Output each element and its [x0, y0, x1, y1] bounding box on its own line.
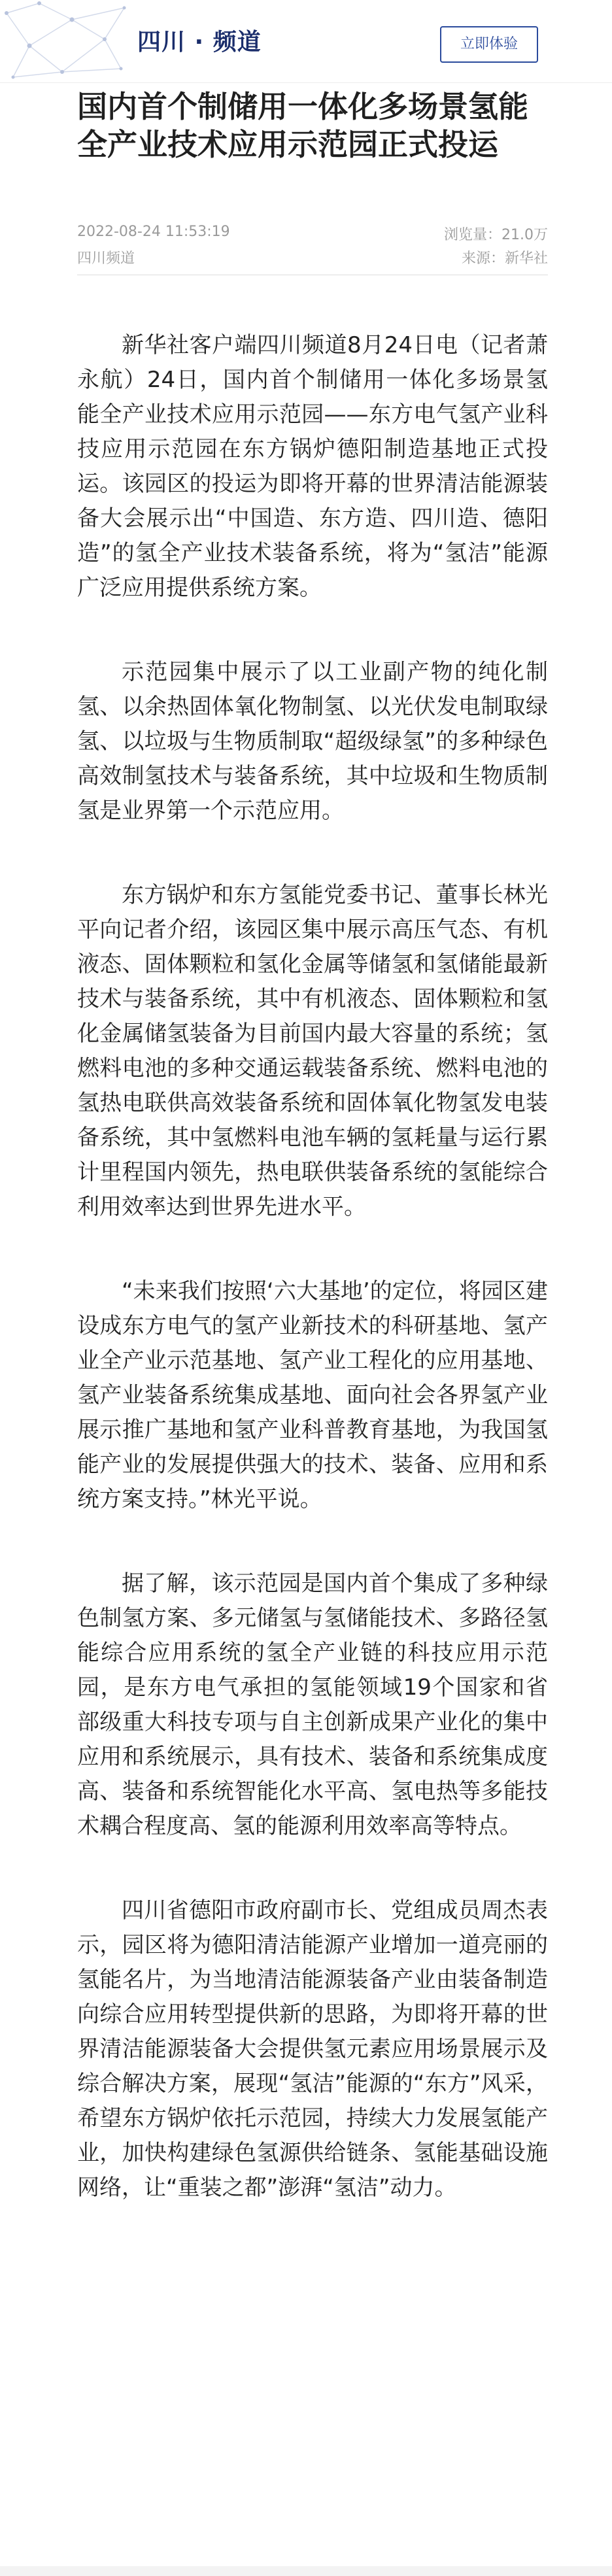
article-paragraph: 新华社客户端四川频道8月24日电（记者萧永航）24日，国内首个制储用一体化多场景氢能全产业技术应用示范园——东方电气氢产业科技应用示范园在东方锅炉德阳制造基地正式投运。该园区的投运为即将开幕的世界清洁能源装备大会展示出“中国造、东方造、四川造、德阳造”的氢全产业技术装备系统，将为“氢洁”能源广泛应用提供系统方案。 — [77, 332, 548, 601]
article-paragraph: “未来我们按照‘六大基地’的定位，将园区建设成东方电气的氢产业新技术的科研基地、氢产业全产业示范基地、氢产业工程化的应用基地、氢产业装备系统集成基地、面向社会各界氢产业展示推广基地和氢产业科普教育基地，为我国氢能产业的发展提供强大的技术、装备、应用和系统方案支持。”林光平说。 — [77, 1278, 548, 1512]
meta-row-bottom — [77, 247, 548, 267]
article-paragraph: 东方锅炉和东方氢能党委书记、董事长林光平向记者介绍，该园区集中展示高压气态、有机液态、固体颗粒和氢化金属等储氢和氢储能最新技术与装备系统，其中有机液态、固体颗粒和氢化金属储氢装备为目前国内最大容量的系统；氢燃料电池的多种交通运载装备系统、燃料电池的氢热电联供高效装备系统和固体氧化物氢发电装备系统，其中氢燃料电池车辆的氢耗量与运行累计里程国内领先，热电联供装备系统的氢能综合利用效率达到世界先进水平。 — [77, 882, 548, 1220]
article-paragraph: 四川省德阳市政府副市长、党组成员周杰表示，园区将为德阳清洁能源产业增加一道亮丽的氢能名片，为当地清洁能源装备产业由装备制造向综合应用转型提供新的思路，为即将开幕的世界清洁能源装备大会提供氢元素应用场景展示及综合解决方案，展现“氢洁”能源的“东方”风采，希望东方锅炉依托示范园，持续大力发展氢能产业，加快构建绿色氢源供给链条、氢能基础设施网络，让“重装之都”澎湃“氢洁”动力。 — [77, 1897, 548, 2201]
publish-datetime: 2022-08-24 11:53:19 — [77, 224, 230, 240]
footer-band — [0, 2566, 612, 2576]
article-source: 来源：新华社 — [461, 250, 548, 267]
article-paragraph: 据了解，该示范园是国内首个集成了多种绿色制氢方案、多元储氢与氢储能技术、多路径氢能综合应用系统的氢全产业链的科技应用示范园，是东方电气承担的氢能领域19个国家和省部级重大科技专项与自主创新成果产业化的集中应用和系统展示，具有技术、装备和系统集成度高、装备和系统智能化水平高、氢电热等多能技术耦合程度高、氢的能源利用效率高等特点。 — [77, 1570, 548, 1839]
article-body — [77, 328, 548, 2255]
view-count: 浏览量：21.0万 — [444, 227, 548, 243]
article-title: 国内首个制储用一体化多场景氢能全产业技术应用示范园正式投运 — [77, 89, 528, 162]
header-bar — [0, 0, 612, 83]
article-paragraph: 示范园集中展示了以工业副产物的纯化制氢、以余热固体氧化物制氢、以光伏发电制取绿氢、以垃圾与生物质制取“超级绿氢”的多种绿色高效制氢技术与装备系统，其中垃圾和生物质制氢是业界第一个示范应用。 — [77, 659, 548, 824]
channel-link[interactable]: 四川频道 — [77, 250, 135, 267]
channel-brand: 四川 · 频道 — [137, 29, 262, 56]
try-now-button[interactable]: 立即体验 — [440, 26, 538, 63]
meta-row-top — [77, 224, 548, 243]
